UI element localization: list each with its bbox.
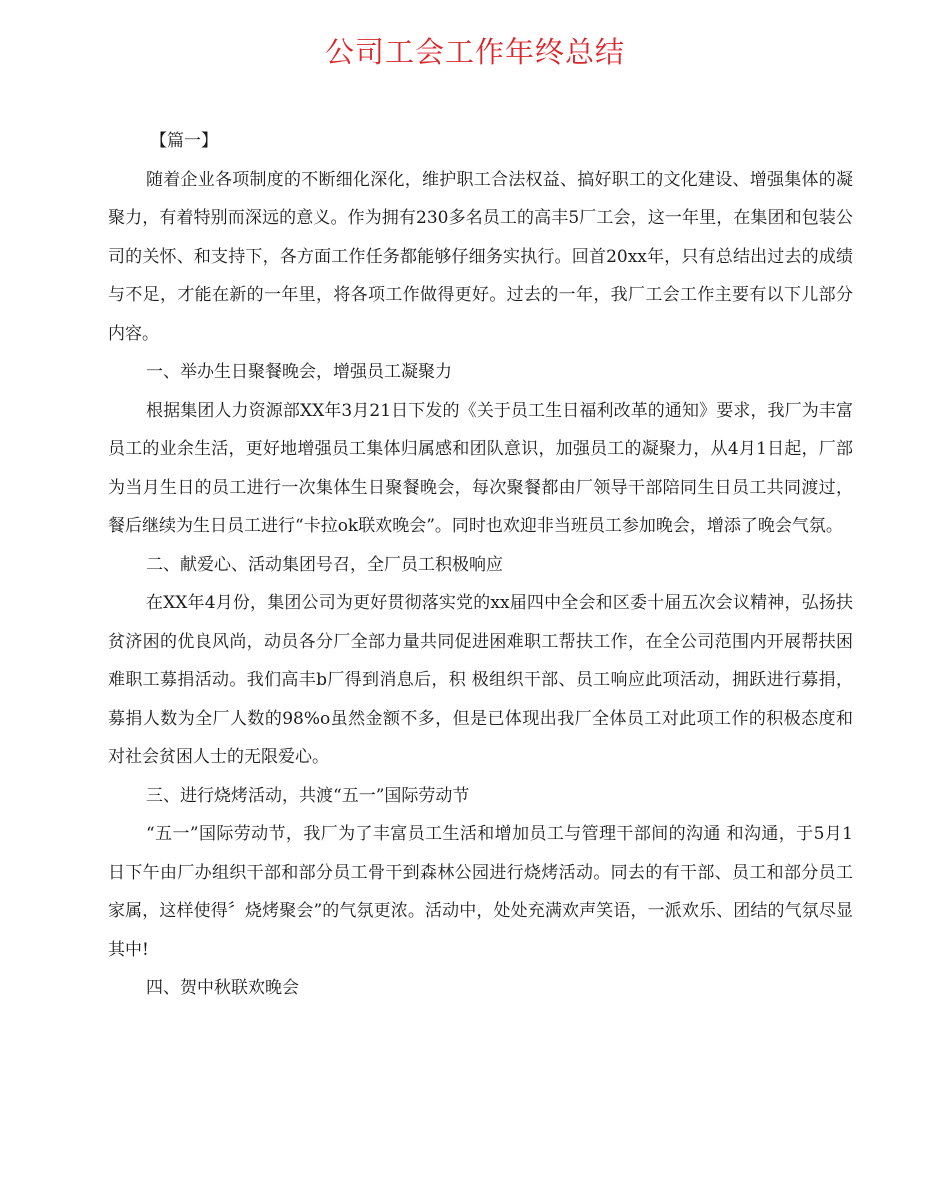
paragraph-1: 根据集团人力资源部XX年3月21日下发的《关于员工生日福利改革的通知》要求，我厂为丰富员工的业余生活，更好地增强员工集体归属感和团队意识，加强员工的凝聚力，从4月1日起，厂部为当月生日的员工进行一次集体生日聚餐晚会，每次聚餐都由厂领导干部陪同生日员工共同渡过，餐后继续为生日员工进行“卡拉ok联欢晚会”。同时也欢迎非当班员工参加晚会，增添了晚会气氛。 — [108, 400, 853, 536]
heading-2: 二、献爱心、活动集团号召，全厂员工积极响应 — [146, 554, 503, 575]
section-label: 【篇一】 — [150, 131, 218, 151]
document-title: 公司工会工作年终总结 — [324, 35, 625, 69]
paragraph-2: 在XX年4月份，集团公司为更好贯彻落实党的xx届四中全会和区委十届五次会议精神，弘扬扶贫济困的优良风尚，动员各分厂全部力量共同促进困难职工帮扶工作，在全公司范围内开展帮扶困难职工募捐活动。我们高丰b厂得到消息后，积 极组织干部、员工响应此项活动，拥跃进行募捐，募捐人数为全厂人数的98%o虽然金额不多，但是已体现出我厂全体员工对此项工作的积极态度和对社会贫困人士的无限爱心。 — [108, 593, 853, 767]
heading-4: 四、贺中秋联欢晚会 — [146, 978, 299, 998]
paragraph-intro: 随着企业各项制度的不断细化深化，维护职工合法权益、搞好职工的文化建设、增强集体的凝聚力，有着特别而深远的意义。作为拥有230多名员工的高丰5厂工会，这一年里，在集团和包装公司的关怀、和支持下，各方面工作任务都能够仔细务实执行。回首20xx年，只有总结出过去的成绩与不足，才能在新的一年里，将各项工作做得更好。过去的一年，我厂工会工作主要有以下儿部分内容。 — [108, 169, 853, 344]
paragraph-3: “五一”国际劳动节，我厂为了丰富员工生活和增加员工与管理干部间的沟通 和沟通，于5月1日下午由厂办组织干部和部分员工骨干到森林公园进行烧烤活动。同去的有干部、员工和部分员工家属，这样使得〞烧烤聚会”的气氛更浓。活动中，处处充满欢声笑语，一派欢乐、团结的气氛尽显其中! — [108, 824, 853, 960]
heading-3: 三、进行烧烤活动，共渡“五一”国际劳动节 — [146, 785, 470, 806]
heading-1: 一、举办生日聚餐晚会，增强员工凝聚力 — [146, 362, 452, 382]
document-body — [108, 122, 853, 1008]
